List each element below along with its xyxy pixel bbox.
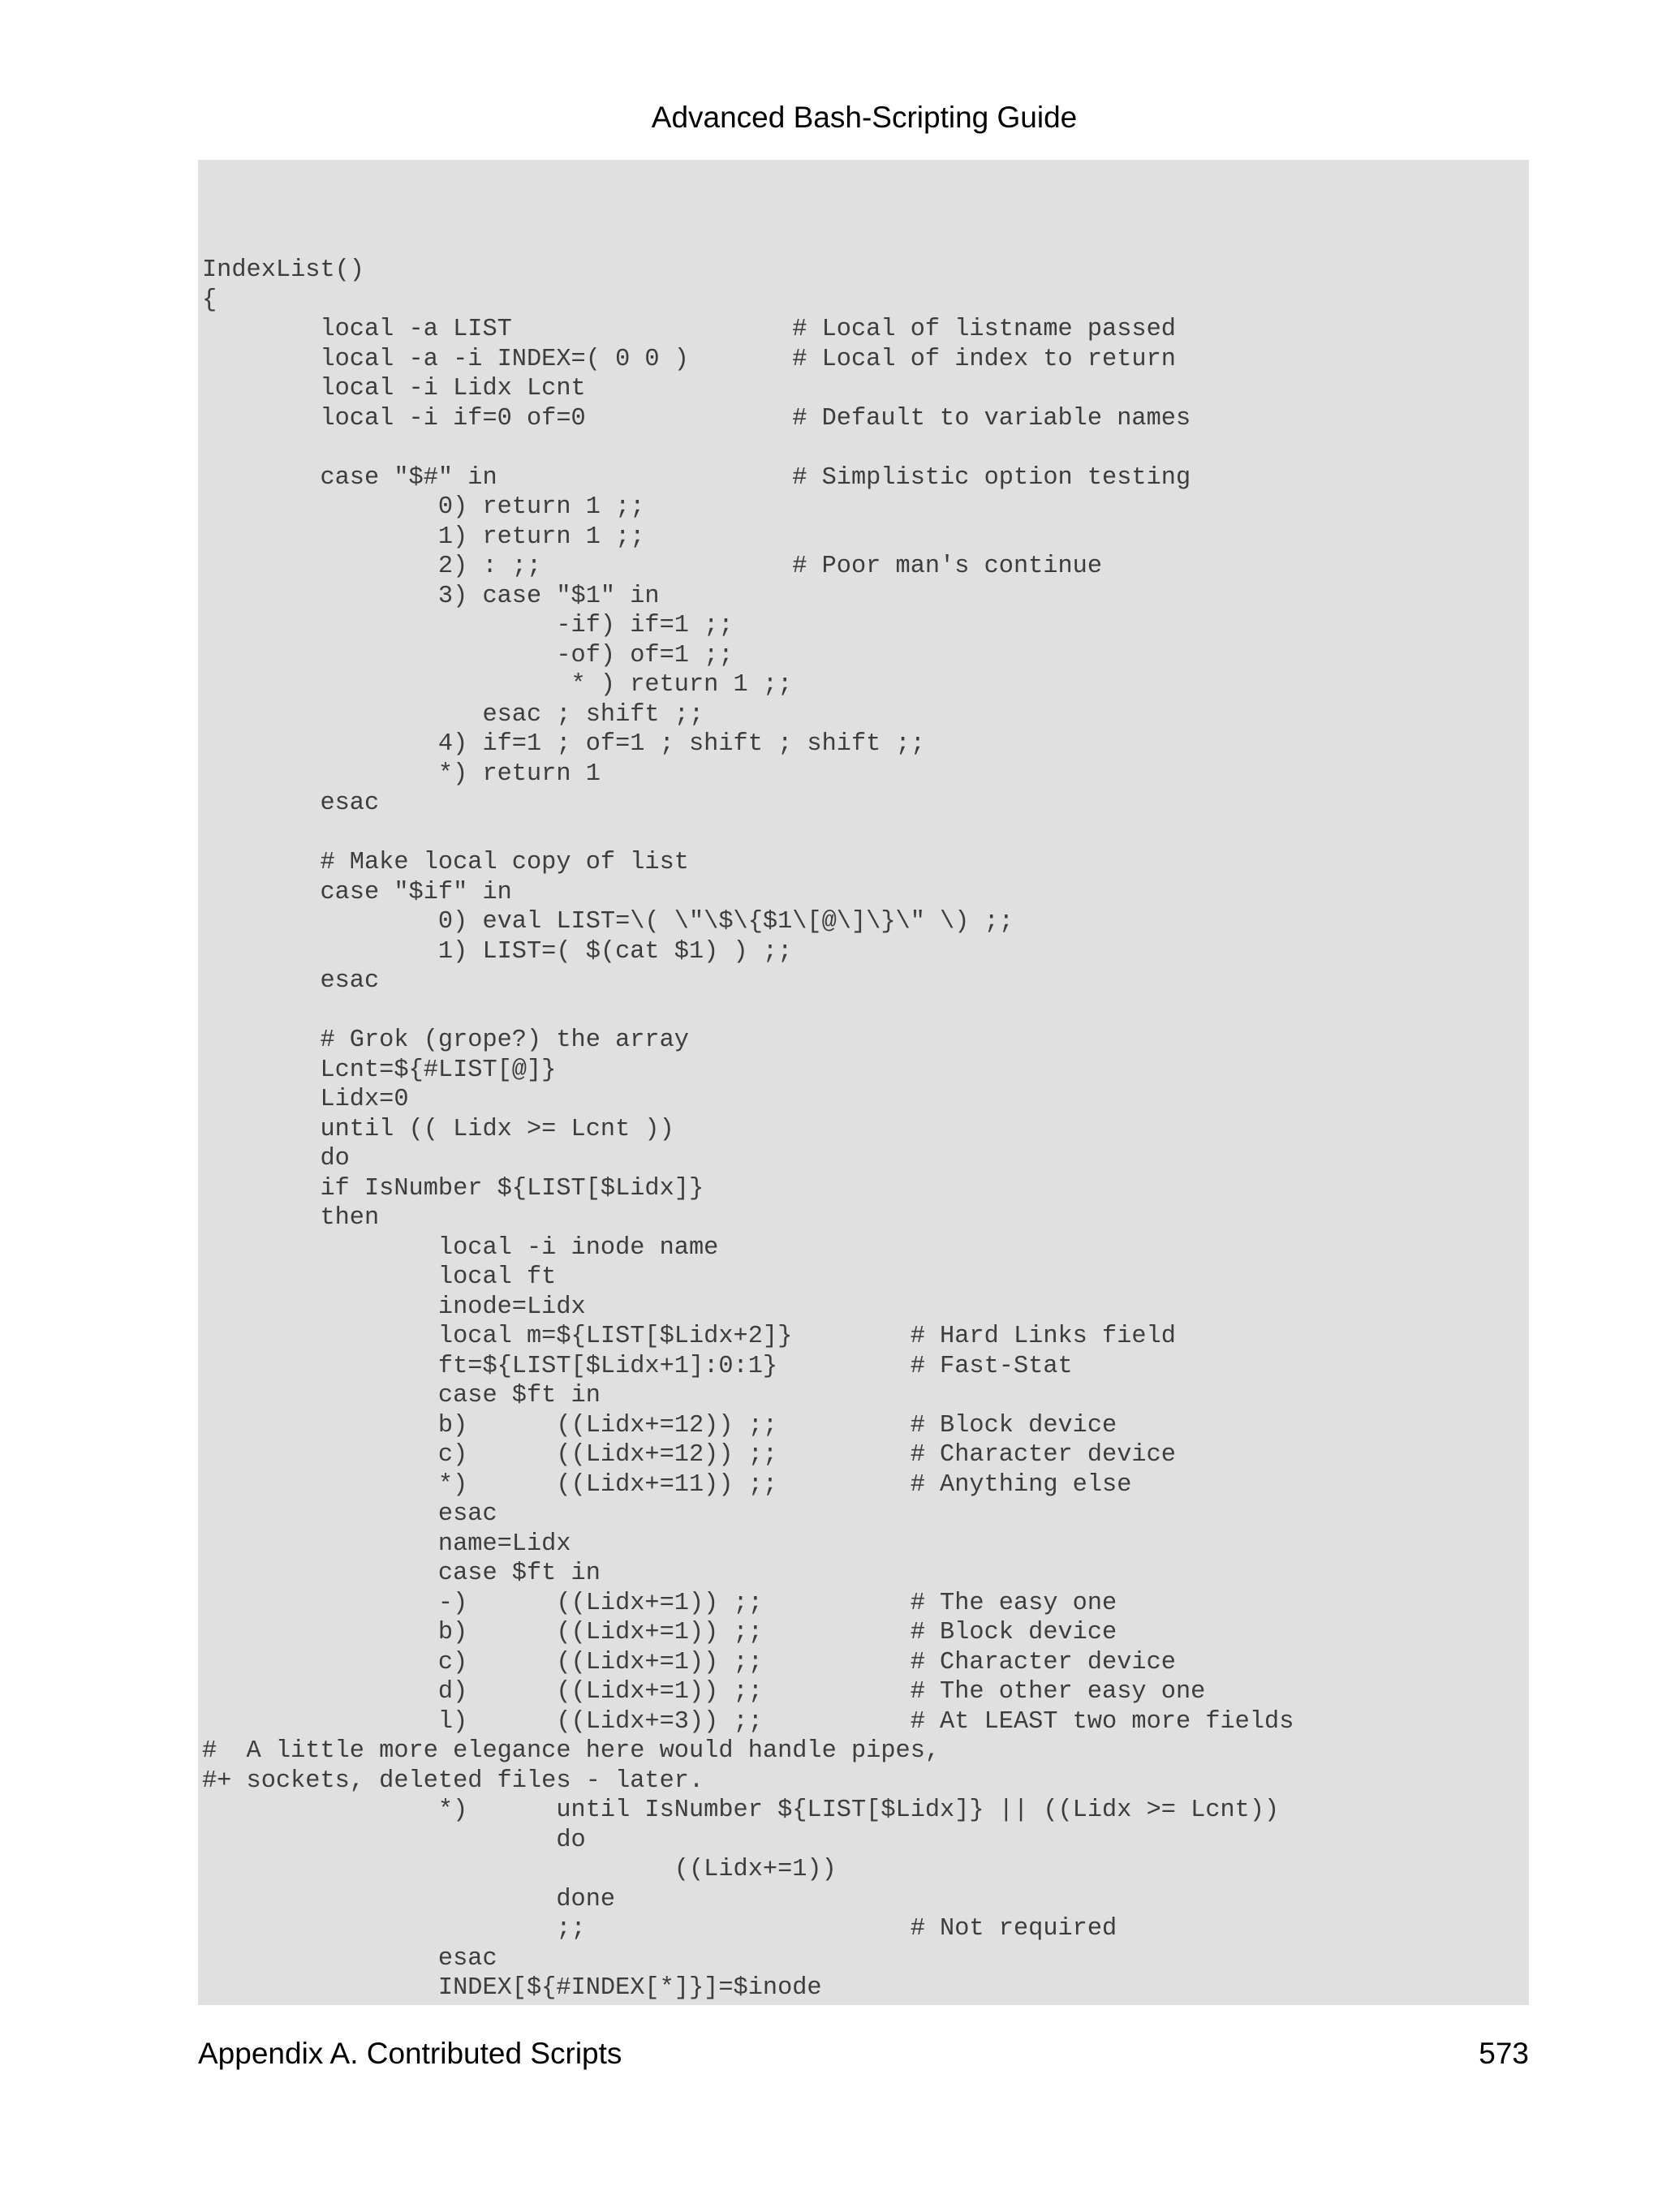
- code-line: case $ft in: [202, 1560, 601, 1587]
- code-line: do: [202, 1826, 586, 1854]
- code-line: d) ((Lidx+=1)) ;; # The other easy one: [202, 1678, 1206, 1706]
- code-line: case "$#" in # Simplistic option testing: [202, 463, 1191, 492]
- code-line: case $ft in: [202, 1382, 601, 1409]
- code-line: *) until IsNumber ${LIST[$Lidx]} || ((Lidx >= Lcnt)): [202, 1797, 1280, 1824]
- code-line: [202, 819, 1294, 849]
- code-line: local -a -i INDEX=( 0 0 ) # Local of index to return: [202, 345, 1176, 373]
- code-line: local -i if=0 of=0 # Default to variable names: [202, 404, 1191, 433]
- code-line: -) ((Lidx+=1)) ;; # The easy one: [202, 1589, 1117, 1617]
- code-line: esac: [202, 1944, 497, 1973]
- code-line: {: [202, 286, 217, 314]
- code-line: Lcnt=${#LIST[@]}: [202, 1056, 557, 1084]
- code-line: local -i inode name: [202, 1233, 719, 1262]
- code-line: # Make local copy of list: [202, 849, 689, 876]
- code-line: # Grok (grope?) the array: [202, 1026, 689, 1054]
- code-line: esac: [202, 790, 380, 817]
- code-line: [202, 996, 1294, 1026]
- code-line: ft=${LIST[$Lidx+1]:0:1} # Fast-Stat: [202, 1352, 1073, 1380]
- code-line: 1) LIST=( $(cat $1) ) ;;: [202, 937, 793, 966]
- code-line: l) ((Lidx+=3)) ;; # At LEAST two more fields: [202, 1707, 1294, 1736]
- code-line: 3) case "$1" in: [202, 582, 660, 610]
- code-line: local -a LIST # Local of listname passed: [202, 316, 1176, 343]
- code-line: Lidx=0: [202, 1086, 409, 1113]
- code-line: * ) return 1 ;;: [202, 671, 793, 699]
- code-line: do: [202, 1145, 350, 1173]
- footer-page-number: 573: [1479, 2037, 1529, 2070]
- code-line: 4) if=1 ; of=1 ; shift ; shift ;;: [202, 730, 925, 758]
- code-line: *) return 1: [202, 760, 601, 788]
- code-line: b) ((Lidx+=1)) ;; # Block device: [202, 1619, 1117, 1646]
- code-line: esac: [202, 967, 380, 995]
- code-line: -if) if=1 ;;: [202, 612, 734, 639]
- code-line: 2) : ;; # Poor man's continue: [202, 553, 1103, 580]
- code-line: case "$if" in: [202, 878, 512, 906]
- code-line: b) ((Lidx+=12)) ;; # Block device: [202, 1411, 1117, 1440]
- code-line: done: [202, 1885, 616, 1913]
- code-line: # A little more elegance here would handle pipes,: [202, 1737, 941, 1765]
- code-line: ;; # Not required: [202, 1915, 1117, 1943]
- code-line: ((Lidx+=1)): [202, 1856, 837, 1883]
- code-line: then: [202, 1204, 380, 1232]
- code-line: esac ; shift ;;: [202, 700, 704, 729]
- code-line: 0) eval LIST=\( \"\$\{$1\[@\]\}\" \) ;;: [202, 908, 1014, 936]
- code-line: 0) return 1 ;;: [202, 493, 645, 521]
- code-line: #+ sockets, deleted files - later.: [202, 1767, 704, 1795]
- page-footer: [198, 2033, 1529, 2074]
- code-line: local -i Lidx Lcnt: [202, 375, 586, 402]
- code-line: [202, 433, 1294, 463]
- code-line: c) ((Lidx+=12)) ;; # Character device: [202, 1441, 1176, 1469]
- code-line: local ft: [202, 1263, 557, 1291]
- code-line: local m=${LIST[$Lidx+2]} # Hard Links field: [202, 1323, 1176, 1350]
- page-header-title: Advanced Bash-Scripting Guide: [651, 101, 1078, 134]
- code-line: if IsNumber ${LIST[$Lidx]}: [202, 1174, 704, 1203]
- code-line: *) ((Lidx+=11)) ;; # Anything else: [202, 1470, 1132, 1499]
- code-line: -of) of=1 ;;: [202, 641, 734, 669]
- code-line: esac: [202, 1500, 497, 1528]
- code-line: INDEX[${#INDEX[*]}]=$inode: [202, 1974, 822, 2002]
- code-line: name=Lidx: [202, 1530, 571, 1558]
- code-line: c) ((Lidx+=1)) ;; # Character device: [202, 1648, 1176, 1676]
- code-line: inode=Lidx: [202, 1293, 586, 1321]
- code-line: 1) return 1 ;;: [202, 523, 645, 551]
- code-line: until (( Lidx >= Lcnt )): [202, 1115, 674, 1143]
- footer-section-title: Appendix A. Contributed Scripts: [198, 2037, 622, 2070]
- code-listing: [202, 256, 1294, 2003]
- code-line: IndexList(): [202, 256, 364, 284]
